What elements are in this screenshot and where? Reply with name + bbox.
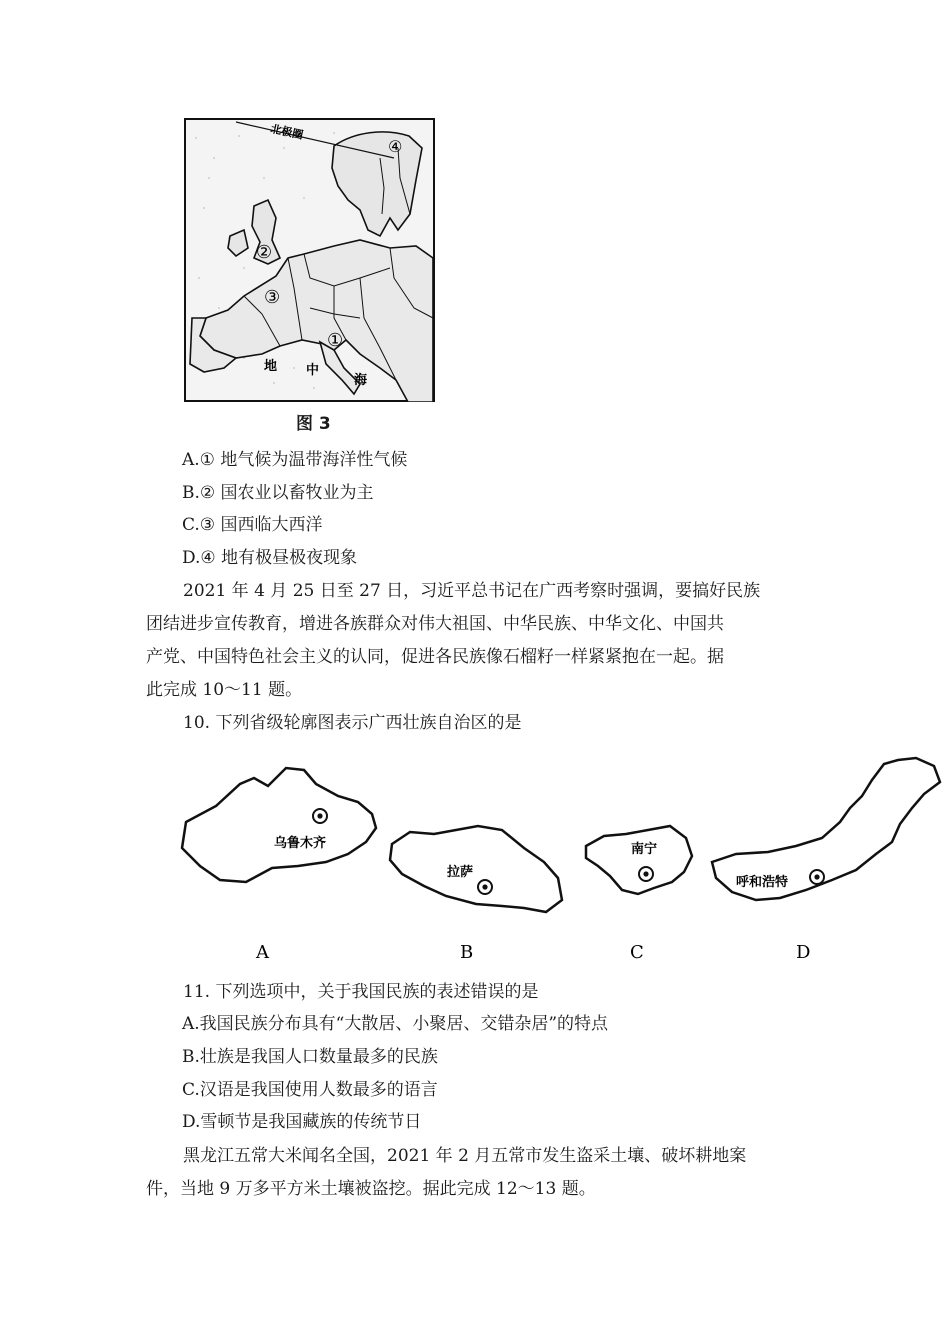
q11-option-a: A.我国民族分布具有“大散居、小聚居、交错杂居”的特点 [182, 1014, 609, 1034]
province-outlines [176, 750, 946, 970]
option-letter-c: C [630, 942, 644, 963]
q9-option-d: D.④ 地有极昼极夜现象 [182, 548, 358, 568]
passage2-line-1: 黑龙江五常大米闻名全国，2021 年 2 月五常市发生盗采土壤、破坏耕地案 [183, 1146, 747, 1166]
q9-option-b: B.② 国农业以畜牧业为主 [182, 483, 374, 503]
figure-caption: 图 3 [296, 414, 331, 434]
option-letter-d: D [796, 942, 811, 963]
q11-option-d: D.雪顿节是我国藏族的传统节日 [182, 1112, 422, 1132]
option-letter-a: A [256, 942, 269, 963]
sea-label-2: 中 [306, 363, 320, 378]
q9-option-a: A.① 地气候为温带海洋性气候 [182, 450, 408, 470]
map-mark-4: ④ [388, 137, 403, 156]
sea-label-1: 地 [264, 359, 278, 374]
passage1-line-4: 此完成 10～11 题。 [146, 680, 303, 700]
passage1-line-1: 2021 年 4 月 25 日至 27 日，习近平总书记在广西考察时强调，要搞好民族 [183, 581, 761, 601]
map-mark-3: ③ [264, 287, 281, 308]
map-mark-1: ① [327, 330, 344, 351]
q11-stem: 11. 下列选项中，关于我国民族的表述错误的是 [183, 982, 539, 1002]
arctic-circle-label: 北极圈 [269, 122, 305, 142]
passage1-line-3: 产党、中国特色社会主义的认同，促进各民族像石榴籽一样紧紧抱在一起。据 [146, 647, 724, 667]
sea-label-3: 海 [354, 373, 368, 388]
province-outline-c [586, 826, 692, 894]
capital-label-d: 呼和浩特 [736, 875, 789, 890]
province-outlines-drawing [176, 750, 946, 970]
passage1-line-2: 团结进步宣传教育，增进各族群众对伟大祖国、中华民族、中华文化、中国共 [146, 614, 724, 634]
capital-label-c: 南宁 [631, 842, 658, 857]
q10-stem: 10. 下列省级轮廓图表示广西壮族自治区的是 [183, 713, 522, 733]
capital-label-b: 拉萨 [447, 865, 474, 880]
q11-option-c: C.汉语是我国使用人数最多的语言 [182, 1080, 438, 1100]
europe-map-drawing [184, 118, 435, 402]
passage2-line-2: 件，当地 9 万多平方米土壤被盗挖。据此完成 12～13 题。 [146, 1179, 596, 1199]
option-letter-b: B [460, 942, 474, 963]
province-outline-b [390, 826, 562, 912]
province-outline-a [182, 768, 376, 882]
map-mark-2: ② [256, 242, 273, 263]
europe-map [184, 118, 435, 402]
q11-option-b: B.壮族是我国人口数量最多的民族 [182, 1047, 438, 1067]
capital-label-a: 乌鲁木齐 [274, 836, 327, 851]
q9-option-c: C.③ 国西临大西洋 [182, 515, 323, 535]
